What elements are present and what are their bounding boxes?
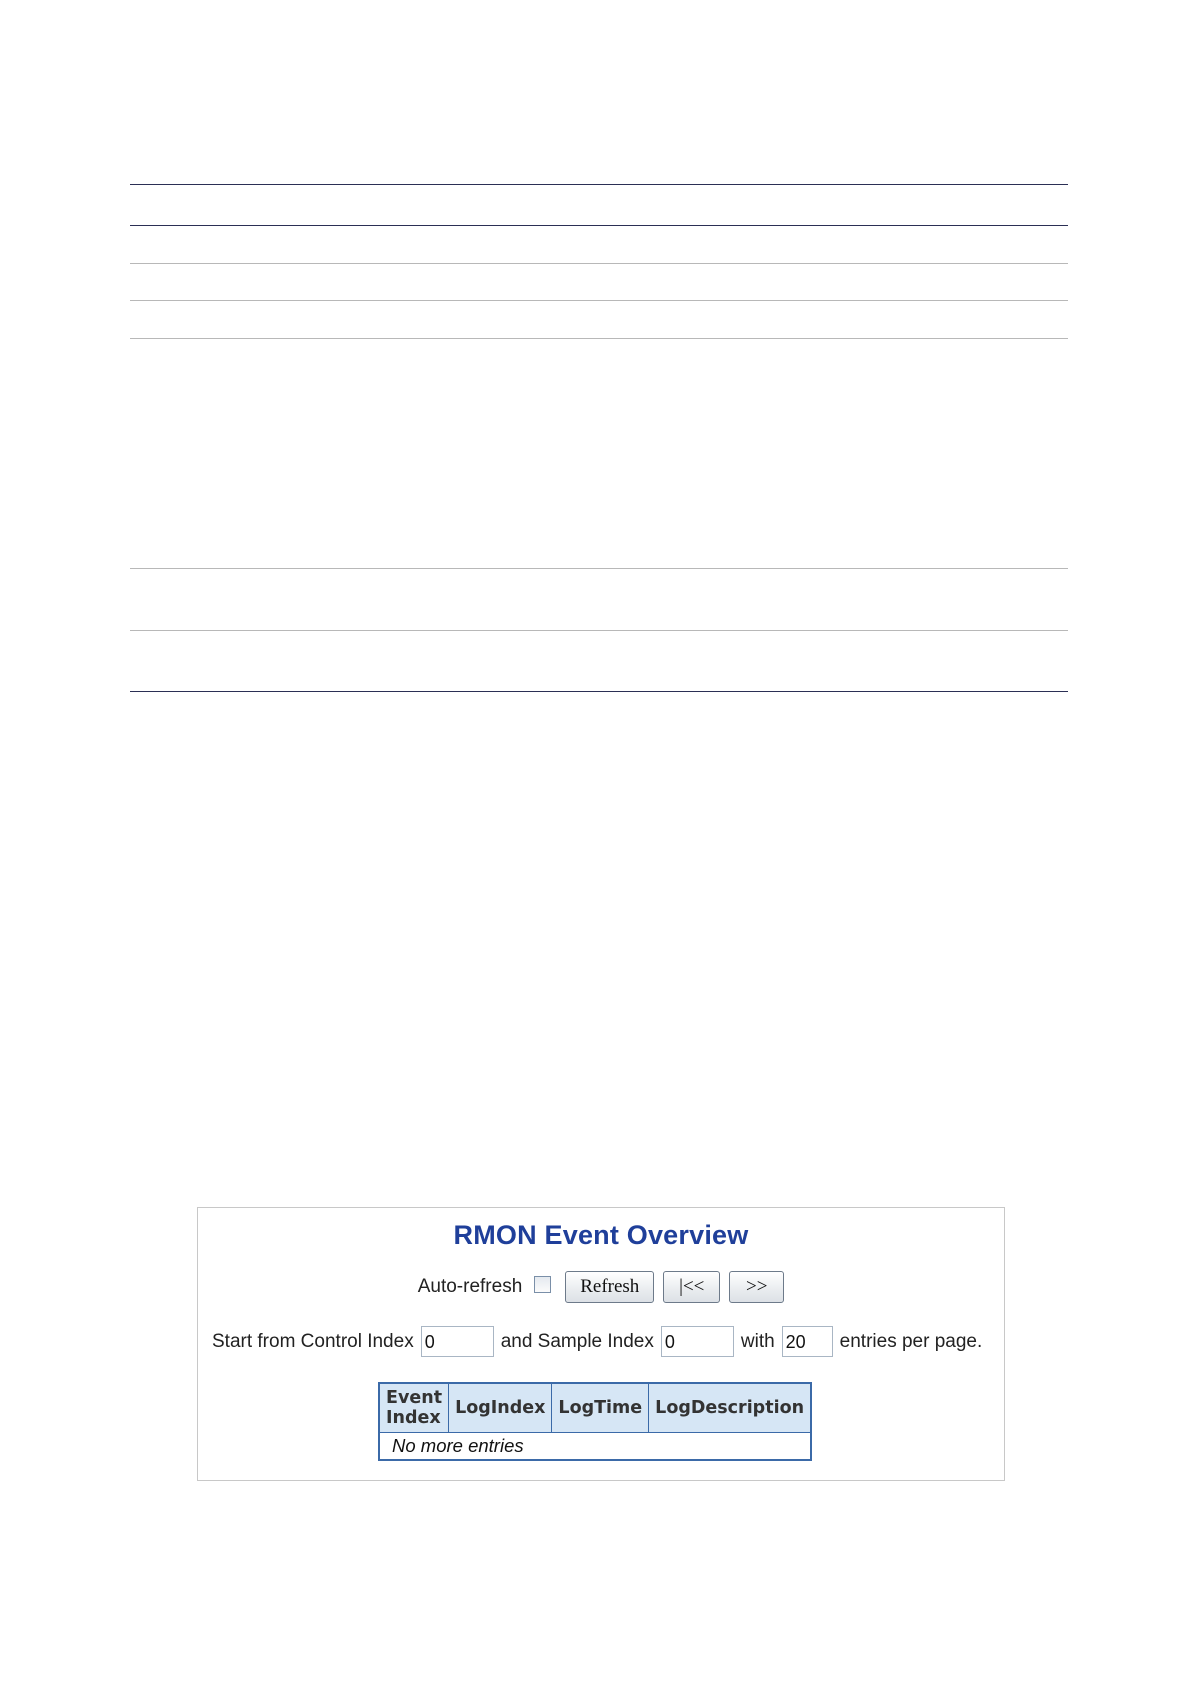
table-header-row — [379, 1383, 811, 1433]
first-page-button[interactable]: |<< — [663, 1271, 720, 1303]
table-row-divider — [130, 300, 1068, 301]
column-header-event-index — [379, 1383, 449, 1433]
no-entries-message: No more entries — [379, 1433, 811, 1461]
table-row-divider — [130, 568, 1068, 569]
entries-per-page-input[interactable]: 20 — [782, 1326, 833, 1357]
sample-index-label: and Sample Index — [500, 1330, 654, 1352]
auto-refresh-checkbox[interactable] — [534, 1276, 551, 1293]
control-index-input[interactable]: 0 — [421, 1326, 494, 1357]
page-title: RMON Event Overview — [453, 1220, 749, 1250]
entries-per-page-label: entries per page. — [839, 1330, 983, 1352]
event-log-table — [378, 1382, 812, 1461]
table-row-divider — [130, 338, 1068, 339]
table-row — [379, 1433, 811, 1461]
column-header-logtime: LogTime — [552, 1383, 649, 1433]
table-header-rule — [130, 225, 1068, 226]
next-page-button[interactable]: >> — [729, 1271, 784, 1303]
table-row-divider — [130, 263, 1068, 264]
column-header-logdescription: LogDescription — [649, 1383, 811, 1433]
rmon-event-overview-panel — [197, 1207, 1005, 1481]
index-filter-row — [212, 1326, 989, 1357]
with-label: with — [740, 1330, 775, 1352]
auto-refresh-label: Auto-refresh — [417, 1276, 523, 1297]
column-header-logindex: LogIndex — [449, 1383, 552, 1433]
event-index-header-line1: Event — [386, 1388, 443, 1408]
start-control-index-label: Start from Control Index — [212, 1330, 414, 1352]
refresh-toolbar — [198, 1271, 1004, 1303]
table-top-rule — [130, 184, 1068, 185]
event-index-header-line2: Index — [386, 1408, 441, 1428]
refresh-button[interactable]: Refresh — [565, 1271, 654, 1303]
sample-index-input[interactable]: 0 — [661, 1326, 734, 1357]
table-bottom-rule — [130, 691, 1068, 692]
table-row-divider — [130, 630, 1068, 631]
